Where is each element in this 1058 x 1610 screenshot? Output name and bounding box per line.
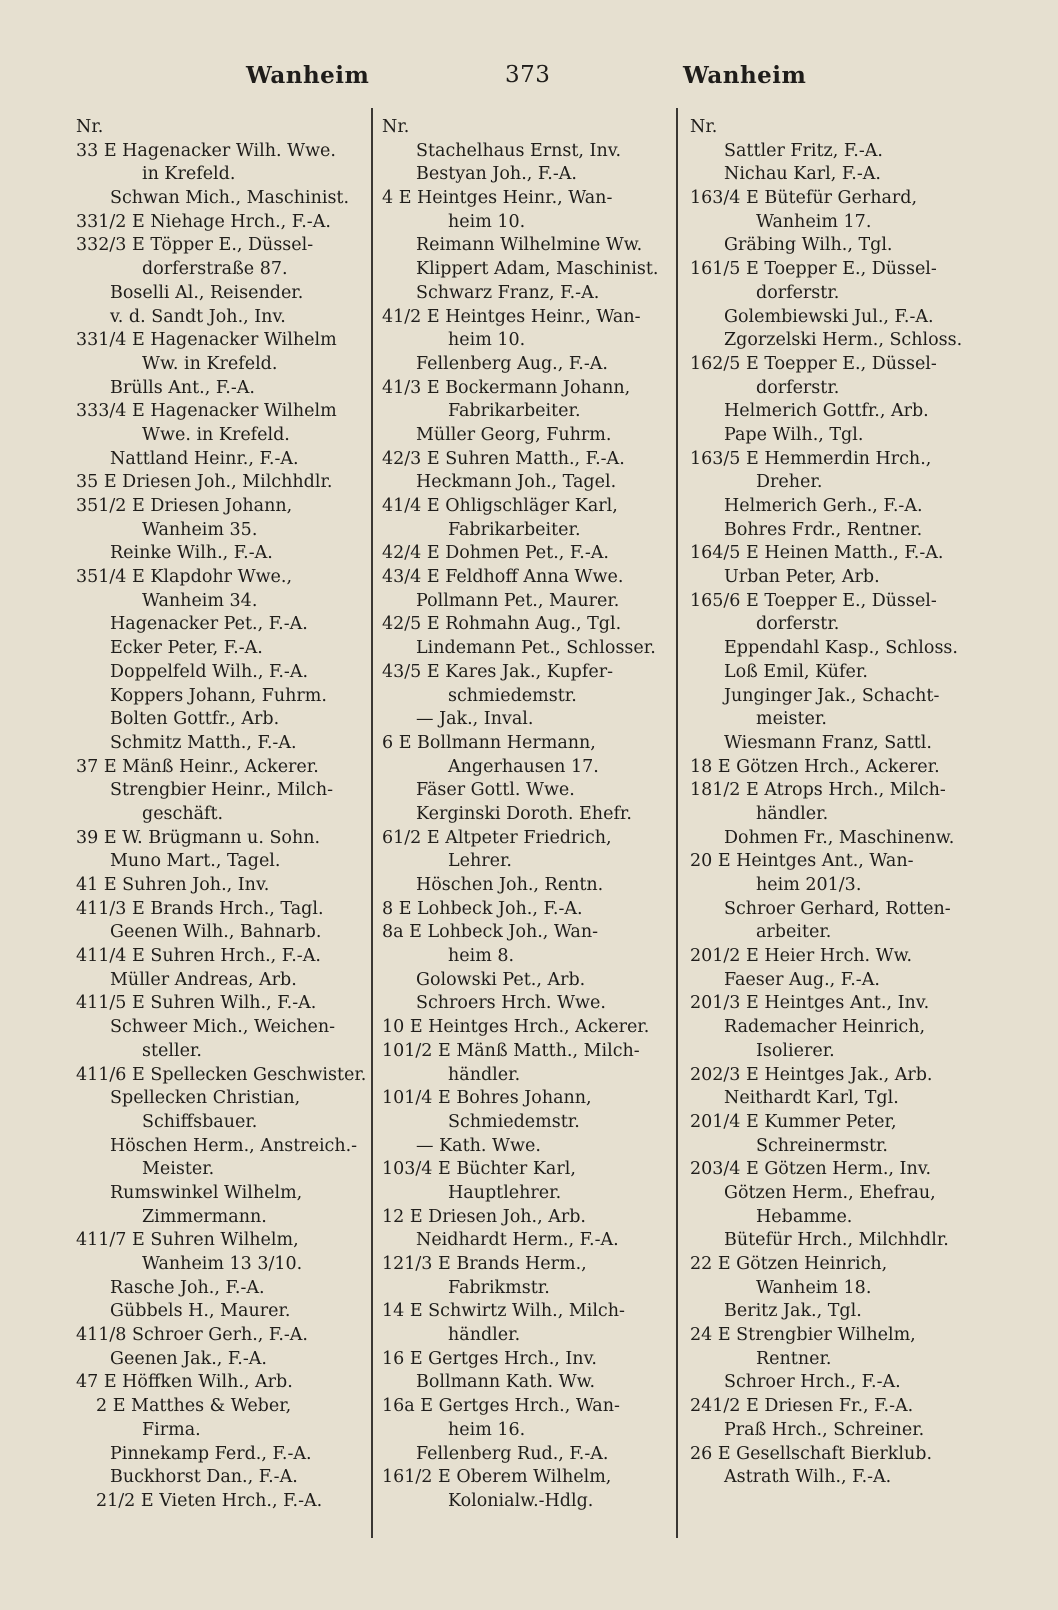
entry-line: Lehrer. (448, 851, 512, 872)
entry-line: 14 E Schwirtz Wilh., Milch- (382, 1301, 625, 1322)
entry-line: Bütefür Hrch., Milchhdlr. (724, 1230, 949, 1251)
entry-line: arbeiter. (756, 922, 832, 943)
entry-line: Heckmann Joh., Tagel. (416, 472, 617, 493)
entry-line: Bohres Frdr., Rentner. (724, 519, 923, 540)
entry-line: 103/4 E Büchter Karl, (382, 1159, 576, 1180)
entry-line: Hauptlehrer. (448, 1182, 562, 1203)
entry-line: 203/4 E Götzen Herm., Inv. (690, 1159, 932, 1180)
entry-line: Rademacher Heinrich, (724, 1017, 926, 1038)
entry-line: Bollmann Kath. Ww. (416, 1372, 596, 1393)
entry-line: 411/4 E Suhren Hrch., F.-A. (76, 946, 321, 967)
entry-line: Nichau Karl, F.-A. (724, 164, 881, 185)
entry-line: 351/2 E Driesen Johann, (76, 496, 293, 516)
entry-line: heim 8. (448, 946, 515, 967)
entry-line: 164/5 E Heinen Matth., F.-A. (690, 543, 944, 564)
entry-line: 121/3 E Brands Herm., (382, 1254, 587, 1274)
entry-line: Isolierer. (756, 1040, 835, 1061)
entry-line: 162/5 E Toepper E., Düssel- (690, 353, 937, 374)
entry-line: Geenen Jak., F.-A. (110, 1348, 267, 1369)
entry-line: 16a E Gertges Hrch., Wan- (382, 1396, 620, 1417)
entry-line: 42/4 E Dohmen Pet., F.-A. (382, 543, 609, 564)
entry-line: Urban Peter, Arb. (724, 567, 880, 588)
column-header-nr: Nr. (382, 117, 410, 137)
entry-line: Fäser Gottl. Wwe. (416, 780, 575, 801)
entry-line: 411/5 E Suhren Wilh., F.-A. (76, 993, 317, 1014)
entry-line: 331/2 E Niehage Hrch., F.-A. (76, 211, 331, 232)
entry-line: Gräbing Wilh., Tgl. (724, 235, 893, 256)
entry-line: 411/7 E Suhren Wilhelm, (76, 1230, 299, 1251)
entry-line: Schwarz Franz, F.-A. (416, 282, 600, 303)
entry-line: Klippert Adam, Maschinist. (416, 259, 659, 280)
entry-line: Pollmann Pet., Maurer. (416, 590, 620, 611)
entry-line: Strengbier Heinr., Milch- (110, 780, 334, 801)
entry-line: 101/4 E Bohres Johann, (382, 1088, 592, 1109)
entry-line: Schroers Hrch. Wwe. (416, 993, 606, 1014)
entry-line: Rasche Joh., F.-A. (110, 1277, 265, 1298)
entry-line: Brülls Ant., F.-A. (110, 377, 255, 398)
entry-line: Nattland Heinr., F.-A. (110, 448, 299, 469)
entry-line: heim 16. (448, 1419, 526, 1440)
entry-line: Bestyan Joh., F.-A. (416, 164, 577, 185)
entry-line: 163/5 E Hemmerdin Hrch., (690, 448, 932, 469)
entry-line: 21/2 E Vieten Hrch., F.-A. (96, 1490, 323, 1511)
entry-line: Schiffsbauer. (142, 1111, 258, 1132)
entry-line: Höschen Herm., Anstreich.- (110, 1135, 358, 1156)
entry-line: Hebamme. (756, 1206, 853, 1227)
entry-line: dorferstr. (756, 614, 840, 635)
entry-line: Buckhorst Dan., F.-A. (110, 1467, 298, 1488)
entry-line: 37 E Mänß Heinr., Ackerer. (76, 756, 319, 777)
entry-line: 4 E Heintges Heinr., Wan- (382, 188, 613, 209)
entry-line: Pinnekamp Ferd., F.-A. (110, 1443, 312, 1464)
entry-line: 411/8 Schroer Gerh., F.-A. (76, 1325, 308, 1346)
entry-line: Zgorzelski Herm., Schloss. (724, 330, 963, 351)
entry-line: 161/2 E Oberem Wilhelm, (382, 1467, 612, 1488)
entry-line: 333/4 E Hagenacker Wilhelm (76, 401, 337, 422)
entry-line: Boselli Al., Reisender. (110, 282, 304, 303)
entry-line: Gübbels H., Maurer. (110, 1301, 291, 1322)
entry-line: heim 201/3. (756, 875, 862, 895)
entry-line: Müller Andreas, Arb. (110, 969, 297, 990)
entry-line: Wanheim 35. (142, 519, 258, 540)
entry-line: 18 E Götzen Hrch., Ackerer. (690, 756, 940, 777)
entry-line: heim 10. (448, 211, 526, 232)
entry-line: Rumswinkel Wilhelm, (110, 1182, 303, 1203)
entry-line: Eppendahl Kasp., Schloss. (724, 638, 958, 659)
entry-line: 20 E Heintges Ant., Wan- (690, 851, 914, 872)
entry-line: Fellenberg Aug., F.-A. (416, 353, 608, 374)
entry-line: heim 10. (448, 330, 526, 351)
entry-line: 10 E Heintges Hrch., Ackerer. (382, 1017, 650, 1038)
entry-line: 101/2 E Mänß Matth., Milch- (382, 1040, 640, 1061)
entry-line: Geenen Wilh., Bahnarb. (110, 922, 322, 943)
entry-line: 61/2 E Altpeter Friedrich, (382, 827, 612, 848)
entry-line: Dreher. (756, 472, 823, 493)
entry-line: händler. (448, 1325, 521, 1346)
entry-line: Astrath Wilh., F.-A. (724, 1467, 892, 1488)
entry-line: 6 E Bollmann Hermann, (382, 732, 596, 753)
entry-line: Neidhardt Herm., F.-A. (416, 1230, 619, 1251)
entry-line: 411/6 E Spellecken Geschwister. (76, 1064, 367, 1085)
entry-line: Koppers Johann, Fuhrm. (110, 685, 327, 706)
column-divider (676, 108, 678, 1538)
entry-line: 181/2 E Atrops Hrch., Milch- (690, 780, 946, 801)
running-head-left: Wanheim (246, 62, 370, 89)
entry-line: 351/4 E Klapdohr Wwe., (76, 567, 293, 588)
entry-line: 161/5 E Toepper E., Düssel- (690, 259, 937, 280)
entry-line: Helmerich Gerh., F.-A. (724, 496, 923, 516)
entry-line: 39 E W. Brügmann u. Sohn. (76, 827, 321, 848)
entry-line: Praß Hrch., Schreiner. (724, 1419, 925, 1440)
entry-line: 411/3 E Brands Hrch., Tagl. (76, 898, 324, 919)
entry-line: Junginger Jak., Schacht- (724, 685, 940, 706)
entry-line: 241/2 E Driesen Fr., F.-A. (690, 1396, 914, 1417)
entry-line: händler. (448, 1064, 521, 1085)
entry-line: 47 E Höffken Wilh., Arb. (76, 1372, 293, 1393)
entry-line: Helmerich Gottfr., Arb. (724, 401, 929, 422)
entry-line: Kolonialw.-Hdlg. (448, 1490, 594, 1511)
entry-line: 201/4 E Kummer Peter, (690, 1111, 897, 1132)
entry-line: Rentner. (756, 1348, 832, 1369)
entry-line: meister. (756, 709, 827, 730)
entry-line: Wanheim 17. (756, 211, 872, 232)
entry-line: Höschen Joh., Rentn. (416, 875, 604, 895)
entry-line: Doppelfeld Wilh., F.-A. (110, 661, 309, 682)
entry-line: in Krefeld. (142, 164, 236, 185)
entry-line: 22 E Götzen Heinrich, (690, 1254, 888, 1274)
entry-line: Wanheim 13 3/10. (142, 1254, 303, 1274)
entry-line: Fabrikarbeiter. (448, 519, 581, 540)
entry-line: geschäft. (142, 803, 224, 824)
entry-line: 41/4 E Ohligschläger Karl, (382, 496, 618, 516)
entry-line: Schmitz Matth., F.-A. (110, 732, 297, 753)
entry-line: Reinke Wilh., F.-A. (110, 543, 273, 564)
entry-line: Schmiedemstr. (448, 1111, 580, 1132)
entry-line: Schroer Gerhard, Rotten- (724, 898, 951, 919)
entry-line: 8 E Lohbeck Joh., F.-A. (382, 898, 583, 919)
entry-line: Loß Emil, Küfer. (724, 661, 868, 682)
entry-line: steller. (142, 1040, 202, 1061)
entry-line: Zimmermann. (142, 1206, 267, 1227)
entry-line: 16 E Gertges Hrch., Inv. (382, 1348, 597, 1369)
entry-line: Pape Wilh., Tgl. (724, 424, 864, 445)
entry-line: Angerhausen 17. (448, 756, 599, 777)
column-header-nr: Nr. (76, 117, 104, 137)
entry-line: 33 E Hagenacker Wilh. Wwe. (76, 140, 336, 161)
entry-line: Schroer Hrch., F.-A. (724, 1372, 901, 1393)
entry-line: Fellenberg Rud., F.-A. (416, 1443, 609, 1464)
entry-line: Wanheim 34. (142, 590, 258, 611)
entry-line: Spellecken Christian, (110, 1088, 301, 1109)
entry-line: Reimann Wilhelmine Ww. (416, 235, 643, 256)
entry-line: schmiedemstr. (448, 685, 577, 706)
entry-line: 202/3 E Heintges Jak., Arb. (690, 1064, 933, 1085)
column-3 (690, 116, 990, 1490)
entry-line: dorferstraße 87. (142, 259, 288, 280)
entry-line: — Jak., Inval. (416, 709, 534, 730)
entry-line: 41/3 E Bockermann Johann, (382, 377, 631, 398)
entry-line: v. d. Sandt Joh., Inv. (110, 306, 286, 327)
entry-line: 163/4 E Bütefür Gerhard, (690, 188, 918, 209)
entry-line: 43/4 E Feldhoff Anna Wwe. (382, 567, 624, 588)
entry-line: Dohmen Fr., Maschinenw. (724, 827, 955, 848)
column-2 (382, 116, 674, 1514)
entry-line: — Kath. Wwe. (416, 1135, 541, 1156)
entry-line: Müller Georg, Fuhrm. (416, 424, 612, 445)
entry-line: Fabrikmstr. (448, 1277, 550, 1298)
entry-line: Beritz Jak., Tgl. (724, 1301, 862, 1322)
entry-line: 26 E Gesellschaft Bierklub. (690, 1443, 933, 1464)
entry-line: Faeser Aug., F.-A. (724, 969, 880, 990)
entry-line: Golembiewski Jul., F.-A. (724, 306, 934, 327)
entry-line: Bolten Gottfr., Arb. (110, 709, 280, 730)
entry-line: Ww. in Krefeld. (142, 353, 278, 374)
entry-line: Kerginski Doroth. Ehefr. (416, 803, 632, 824)
entry-line: 332/3 E Töpper E., Düssel- (76, 235, 314, 256)
entry-line: Schwan Mich., Maschinist. (110, 188, 350, 209)
entry-line: 24 E Strengbier Wilhelm, (690, 1325, 916, 1346)
entry-line: 35 E Driesen Joh., Milchhdlr. (76, 472, 333, 493)
entry-line: 201/3 E Heintges Ant., Inv. (690, 993, 930, 1014)
entry-line: 42/3 E Suhren Matth., F.-A. (382, 448, 625, 469)
entry-line: 43/5 E Kares Jak., Kupfer- (382, 661, 613, 682)
entry-line: Sattler Fritz, F.-A. (724, 140, 883, 161)
entry-line: Firma. (142, 1419, 201, 1440)
entry-line: 12 E Driesen Joh., Arb. (382, 1206, 586, 1227)
entry-line: 8a E Lohbeck Joh., Wan- (382, 922, 599, 943)
entry-line: 165/6 E Toepper E., Düssel- (690, 590, 937, 611)
column-divider (371, 108, 373, 1538)
entry-line: Götzen Herm., Ehefrau, (724, 1182, 936, 1203)
entry-line: Muno Mart., Tagel. (110, 851, 281, 872)
entry-line: Lindemann Pet., Schlosser. (416, 638, 656, 659)
entry-line: Stachelhaus Ernst, Inv. (416, 140, 622, 161)
entry-line: Schweer Mich., Weichen- (110, 1017, 336, 1038)
entry-line: Hagenacker Pet., F.-A. (110, 614, 308, 635)
entry-line: 201/2 E Heier Hrch. Ww. (690, 946, 913, 967)
entry-line: Wiesmann Franz, Sattl. (724, 732, 932, 753)
column-header-nr: Nr. (690, 117, 718, 137)
entry-line: Neithardt Karl, Tgl. (724, 1088, 899, 1109)
page-number: 373 (505, 62, 551, 88)
entry-line: 41/2 E Heintges Heinr., Wan- (382, 306, 641, 327)
entry-line: Wwe. in Krefeld. (142, 424, 290, 445)
entry-line: 331/4 E Hagenacker Wilhelm (76, 330, 337, 351)
entry-line: Meister. (142, 1159, 215, 1180)
entry-line: 41 E Suhren Joh., Inv. (76, 875, 270, 895)
entry-line: Wanheim 18. (756, 1277, 872, 1298)
running-head-right: Wanheim (683, 62, 807, 89)
entry-line: 2 E Matthes & Weber, (96, 1396, 292, 1417)
entry-line: Fabrikarbeiter. (448, 401, 581, 422)
entry-line: Schreinermstr. (756, 1135, 888, 1156)
entry-line: händler. (756, 803, 829, 824)
entry-line: dorferstr. (756, 377, 840, 398)
entry-line: Ecker Peter, F.-A. (110, 638, 263, 659)
entry-line: dorferstr. (756, 282, 840, 303)
column-1 (76, 116, 371, 1514)
entry-line: 42/5 E Rohmahn Aug., Tgl. (382, 614, 622, 635)
entry-line: Golowski Pet., Arb. (416, 969, 586, 990)
